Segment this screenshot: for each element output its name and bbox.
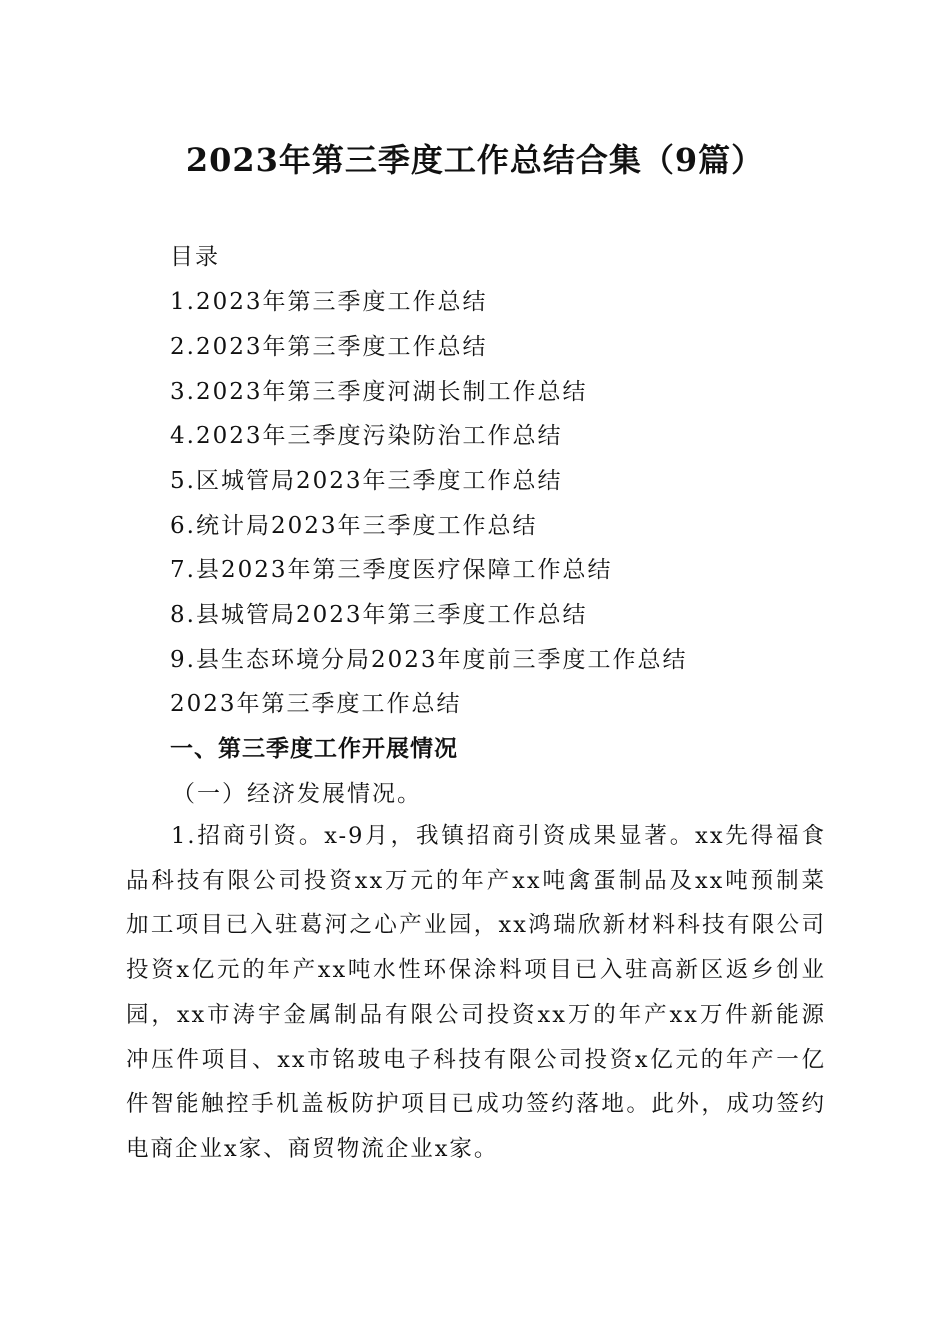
section-title: 2023年第三季度工作总结 bbox=[170, 691, 462, 717]
body-paragraph: 1.招商引资。x-9月，我镇招商引资成果显著。xx先得福食品科技有限公司投资xx万元的年产xx吨禽蛋制品及xx吨预制菜加工项目已入驻葛河之心产业园，xx鸿瑞欣新材料科技有限公司投资x亿元的年产xx吨水性环保涂料项目已入驻高新区返乡创业园，xx市涛宇金属制品有限公司投资xx万的年产xx万件新能源冲压件项目、xx市铭玻电子科技有限公司投资x亿元的年产一亿件智能触控手机盖板防护项目已成功签约落地。此外，成功签约电商企业x家、商贸物流企业x家。 bbox=[126, 823, 826, 1162]
toc-item: 2.2023年第三季度工作总结 bbox=[170, 334, 488, 360]
heading-level-2: （一）经济发展情况。 bbox=[172, 781, 422, 807]
document-title: 2023年第三季度工作总结合集（9篇） bbox=[185, 141, 765, 179]
toc-item: 5.区城管局2023年三季度工作总结 bbox=[170, 468, 563, 494]
toc-item: 6.统计局2023年三季度工作总结 bbox=[170, 513, 538, 539]
heading-level-1: 一、第三季度工作开展情况 bbox=[170, 736, 458, 762]
toc-item: 8.县城管局2023年第三季度工作总结 bbox=[170, 602, 588, 628]
toc-item: 7.县2023年第三季度医疗保障工作总结 bbox=[170, 557, 613, 583]
toc-item: 4.2023年三季度污染防治工作总结 bbox=[170, 423, 563, 449]
toc-item: 1.2023年第三季度工作总结 bbox=[170, 289, 488, 315]
toc-item: 9.县生态环境分局2023年度前三季度工作总结 bbox=[170, 647, 688, 673]
toc-item: 3.2023年第三季度河湖长制工作总结 bbox=[170, 379, 588, 405]
toc-label: 目录 bbox=[170, 244, 220, 270]
